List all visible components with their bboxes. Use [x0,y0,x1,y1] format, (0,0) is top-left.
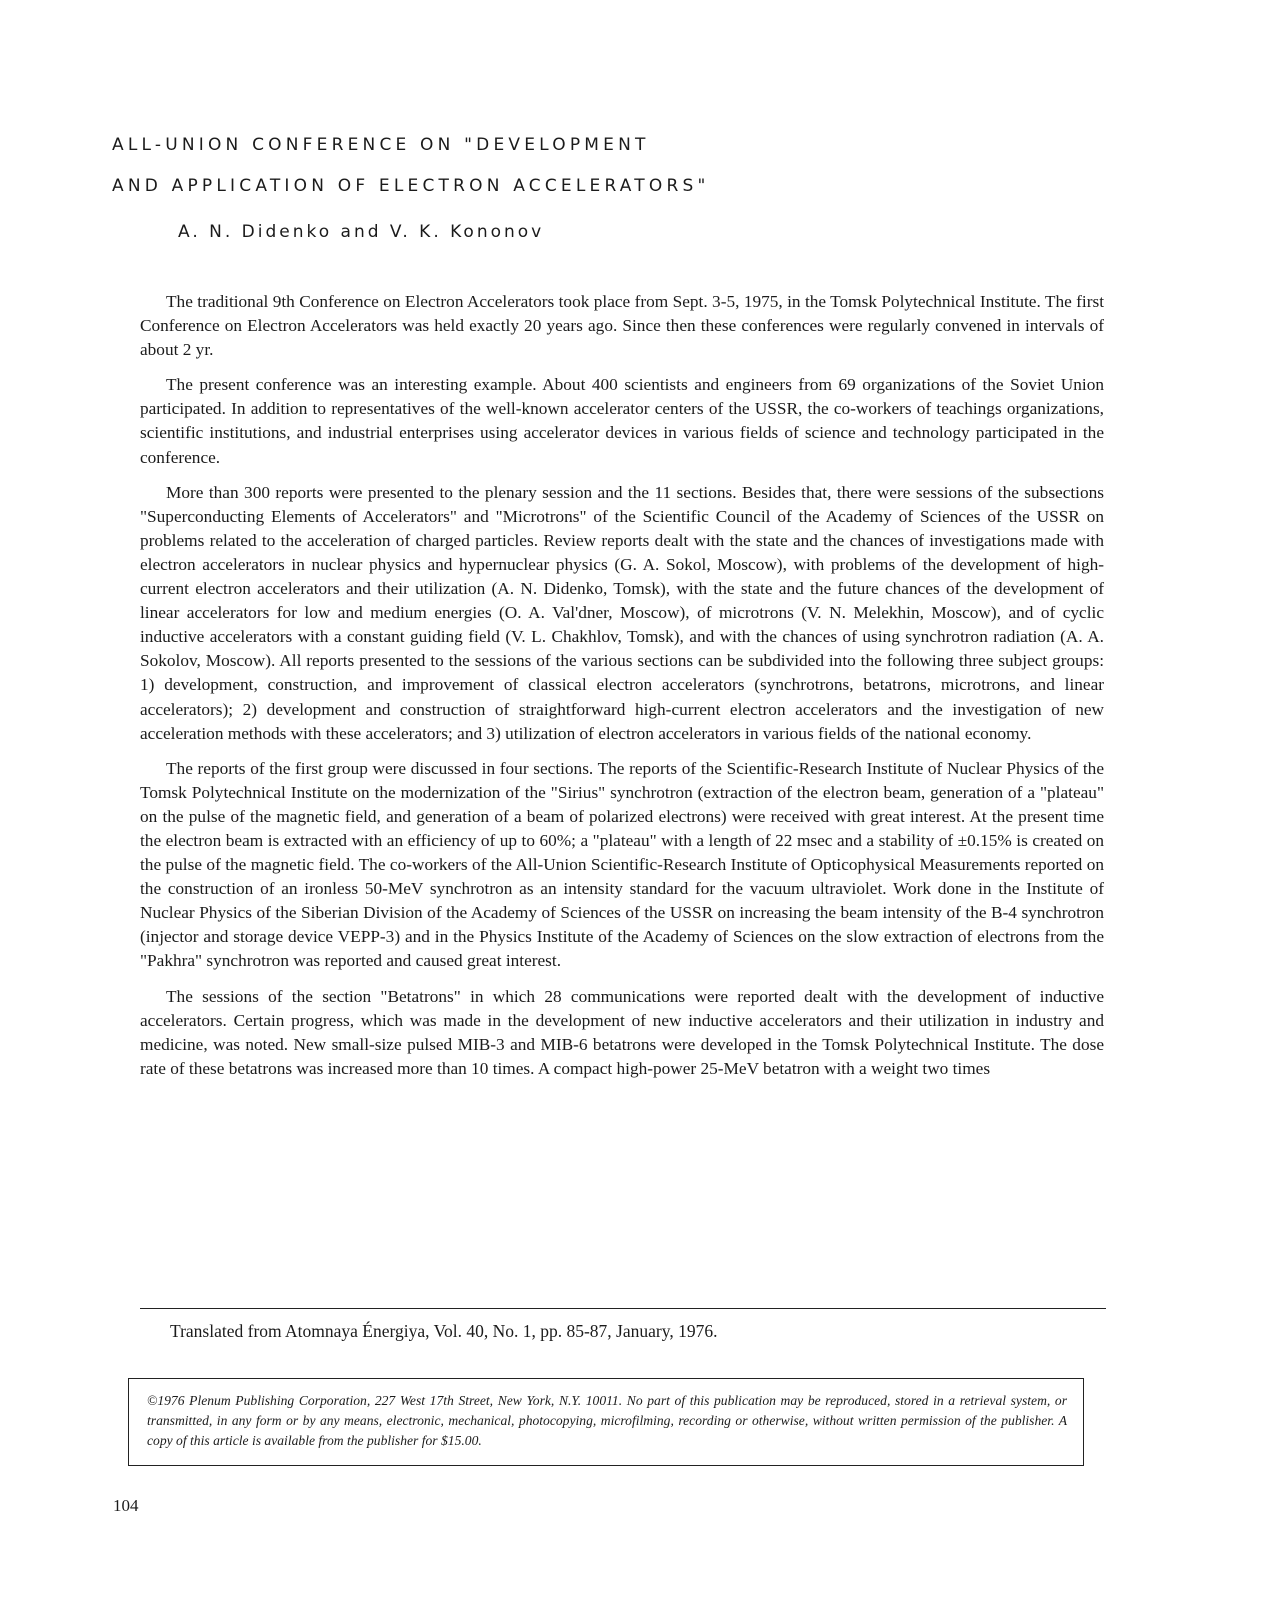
article-body [140,290,1104,1092]
translation-source-note: Translated from Atomnaya Énergiya, Vol. 40, No. 1, pp. 85-87, January, 1976. [170,1321,718,1341]
body-paragraph-5: The sessions of the section "Betatrons" in which 28 communications were reported dealt with the development of inductive accelerators. Certain progress, which was made in the development of new inductive accelerators and their utilization in industry and medicine, was noted. New small-size pulsed MIB-3 and MIB-6 betatrons were developed in the Tomsk Polytechnical Institute. The dose rate of these betatrons was increased more than 10 times. A compact high-power 25-MeV betatron with a weight two times [140,986,1104,1078]
article-title-line-2: AND APPLICATION OF ELECTRON ACCELERATORS" [112,176,710,196]
body-paragraph-4: The reports of the first group were discussed in four sections. The reports of the Scientific-Research Institute of Nuclear Physics of the Tomsk Polytechnical Institute on the modernization of the "Sirius" synchrotron (extraction of the electron beam, generation of a "plateau" on the pulse of the magnetic field, and generation of a beam of polarized electrons) were received with great interest. At the present time the electron beam is extracted with an efficiency of up to 60%; a "plateau" with a length of 22 msec and a stability of ±0.15% is created on the pulse of the magnetic field. The co-workers of the All-Union Scientific-Research Institute of Opticophysical Measurements reported on the construction of an ironless 50-MeV synchrotron as an intensity standard for the vacuum ultraviolet. Work done in the Institute of Nuclear Physics of the Siberian Division of the Academy of Sciences of the USSR on increasing the beam intensity of the B-4 synchrotron (injector and storage device VEPP-3) and in the Physics Institute of the Academy of Sciences on the slow extraction of electrons from the "Pakhra" synchrotron was reported and caused great interest. [140,758,1104,971]
copyright-notice-box [128,1378,1084,1466]
page-number: 104 [113,1496,139,1515]
footnote-divider [140,1308,1106,1309]
article-authors: A. N. Didenko and V. K. Kononov [178,222,545,242]
body-paragraph-3: More than 300 reports were presented to the plenary session and the 11 sections. Besides that, there were sessions of the subsections "Superconducting Elements of Accelerators" and "Microtrons" of the Scientific Council of the Academy of Sciences of the USSR on problems related to the acceleration of charged particles. Review reports dealt with the state and the chances of investigations made with electron accelerators in nuclear physics and hypernuclear physics (G. A. Sokol, Moscow), with problems of the development of high-current electron accelerators and their utilization (A. N. Didenko, Tomsk), with the state and the future chances of the development of linear accelerators for low and medium energies (O. A. Val'dner, Moscow), of microtrons (V. N. Melekhin, Moscow), and of cyclic inductive accelerators with a constant guiding field (V. L. Chakhlov, Tomsk), and with the chances of using synchrotron radiation (A. A. Sokolov, Moscow). All reports presented to the sessions of the various sections can be subdivided into the following three subject groups: 1) development, construction, and improvement of classical electron accelerators (synchrotrons, betatrons, microtrons, and linear accelerators); 2) development and construction of straightforward high-current electron accelerators and the investigation of new acceleration methods with these accelerators; and 3) utilization of electron accelerators in various fields of the national economy. [140,482,1104,743]
body-paragraph-1: The traditional 9th Conference on Electron Accelerators took place from Sept. 3-5, 1975, in the Tomsk Polytechnical Institute. The first Conference on Electron Accelerators was held exactly 20 years ago. Since then these conferences were regularly convened in intervals of about 2 yr. [140,292,1104,360]
article-title-line-1: ALL-UNION CONFERENCE ON "DEVELOPMENT [112,135,650,155]
copyright-notice-text: ©1976 Plenum Publishing Corporation, 227 West 17th Street, New York, N.Y. 10011. No part of this publication may be reproduced, stored in a retrieval system, or transmitted, in any form or by any means, electronic, mechanical, photocopying, microfilming, recording or otherwise, without written permission of the publisher. A copy of this article is available from the publisher for $15.00. [147,1393,1067,1448]
body-paragraph-2: The present conference was an interesting example. About 400 scientists and engineers from 69 organizations of the Soviet Union participated. In addition to representatives of the well-known accelerator centers of the USSR, the co-workers of teachings organizations, scientific institutions, and industrial enterprises using accelerator devices in various fields of science and technology participated in the conference. [140,375,1104,467]
